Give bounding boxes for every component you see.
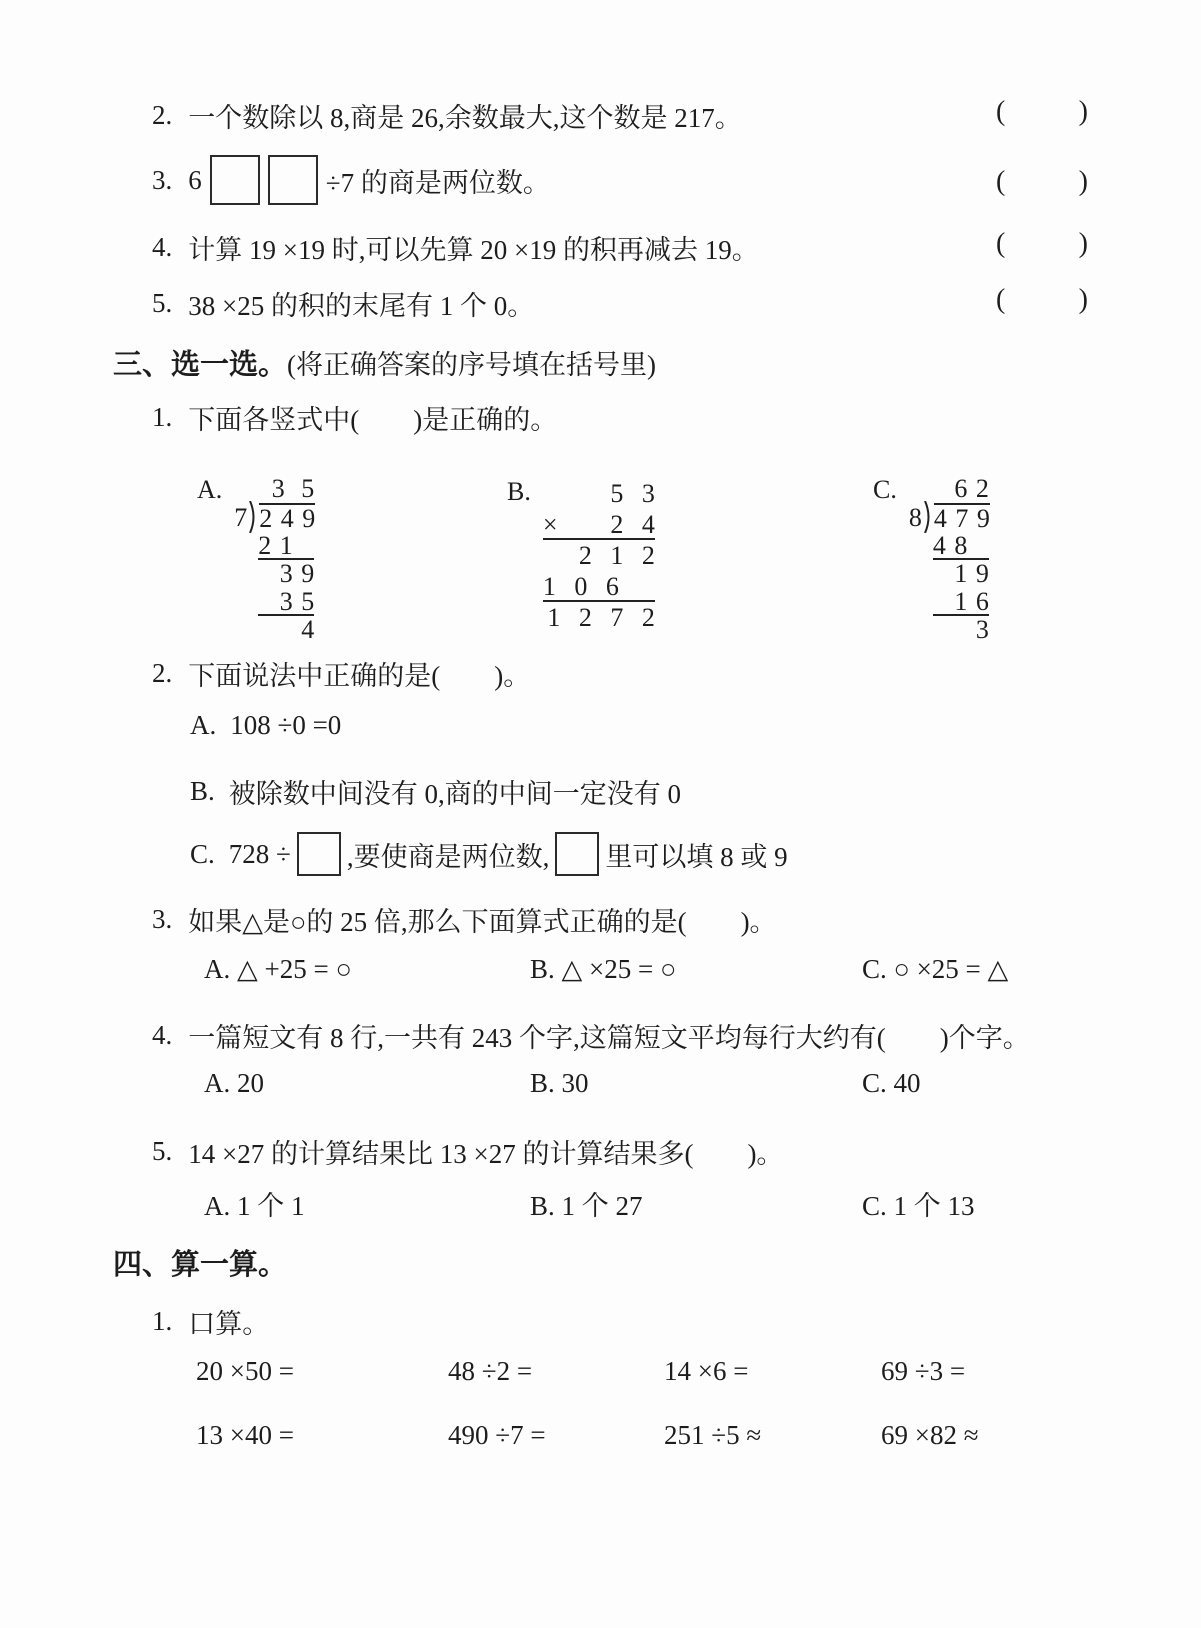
answer-parens-5 — [996, 284, 1088, 316]
question-number: 4. — [152, 1020, 173, 1050]
q2 — [152, 654, 530, 693]
q3-option-c: C. ○ ×25 = △ — [862, 954, 1009, 984]
question-text: 下面各竖式中( )是正确的。 — [188, 405, 558, 435]
close-paren: ) — [1078, 284, 1088, 315]
mental-math-problem: 48 ÷2 = — [448, 1356, 533, 1386]
dividend: 2 4 9 — [259, 504, 316, 533]
fill-in-box — [210, 155, 260, 205]
section4-sub1 — [152, 1302, 269, 1341]
mental-math-problem: 14 ×6 = — [664, 1356, 749, 1386]
question-number: 2. — [152, 658, 173, 688]
q5 — [152, 1132, 783, 1171]
question-text: 14 ×27 的计算结果比 13 ×27 的计算结果多( )。 — [188, 1139, 784, 1169]
long-division-layout — [234, 476, 315, 644]
mental-math-problem: 20 ×50 = — [196, 1356, 294, 1386]
close-paren: ) — [1078, 166, 1088, 197]
section-3-title: 三、选一选。 — [113, 349, 288, 381]
fill-in-box — [297, 832, 341, 876]
item-text: 38 ×25 的积的末尾有 1 个 0。 — [188, 291, 535, 321]
question-number: 1. — [152, 402, 173, 432]
division-bracket-icon — [922, 501, 934, 532]
divisor: 7 — [234, 503, 248, 532]
work-row: 3 9 — [279, 559, 315, 588]
work-row: 4 8 — [933, 532, 989, 560]
q4-option-a: A. 20 — [204, 1068, 264, 1098]
question-text: 下面说法中正确的是( )。 — [188, 661, 531, 691]
mental-math-problem: 251 ÷5 ≈ — [664, 1420, 762, 1450]
judge-item-2 — [152, 96, 742, 135]
work-row: 2 1 — [258, 532, 314, 560]
judge-item-4 — [152, 228, 759, 267]
open-paren: ( — [996, 166, 1006, 197]
sub-number: 1. — [152, 1306, 173, 1336]
open-paren: ( — [996, 284, 1006, 315]
option-label: C. — [190, 838, 215, 869]
section-4-header — [113, 1242, 287, 1283]
calc-option-a — [197, 476, 315, 644]
option-text-pre: 728 ÷ — [228, 838, 291, 869]
section-4-title: 四、算一算。 — [113, 1249, 288, 1281]
division-bracket-icon — [247, 501, 259, 532]
q5-option-c: C. 1 个 13 — [862, 1191, 975, 1221]
mental-math-problem: 69 ÷3 = — [881, 1356, 966, 1386]
work-row: 1 9 — [954, 559, 989, 588]
judge-item-5 — [152, 284, 534, 323]
divisor: 8 — [908, 503, 922, 532]
section-3-subtitle: (将正确答案的序号填在括号里) — [287, 350, 656, 380]
item-number: 4. — [152, 232, 173, 262]
fill-in-box — [555, 832, 599, 876]
calc-option-c — [873, 476, 990, 644]
option-text-post: 里可以填 8 或 9 — [605, 841, 788, 872]
open-paren: ( — [996, 228, 1006, 259]
sub-text: 口算。 — [188, 1309, 270, 1339]
item-number: 2. — [152, 100, 173, 130]
q2-option-b — [190, 772, 681, 811]
item-text-pre: 6 — [188, 164, 202, 195]
multiplicand: 5 3 — [610, 479, 655, 508]
answer-parens-3 — [996, 166, 1088, 198]
quotient: 6 2 — [954, 474, 989, 503]
product: 1 2 7 2 — [547, 603, 655, 632]
dividend: 4 7 9 — [933, 504, 990, 533]
q4 — [152, 1016, 1030, 1055]
option-label: B. — [190, 776, 215, 806]
q1 — [152, 398, 557, 437]
work-row: 1 6 — [933, 588, 989, 616]
partial-product-2: 1 0 6 — [543, 571, 655, 602]
q3-option-b: B. △ ×25 = ○ — [530, 954, 677, 984]
option-label: B. — [507, 477, 531, 506]
remainder: 4 — [301, 615, 315, 644]
fill-in-box — [268, 155, 318, 205]
answer-parens-2 — [996, 96, 1088, 128]
partial-product-1: 2 1 2 — [578, 541, 655, 570]
option-text: 被除数中间没有 0,商的中间一定没有 0 — [228, 779, 682, 809]
question-text: 如果△是○的 25 倍,那么下面算式正确的是( )。 — [188, 907, 777, 937]
question-text: 一篇短文有 8 行,一共有 243 个字,这篇短文平均每行大约有( )个字。 — [188, 1023, 1030, 1053]
q3-option-a: A. △ +25 = ○ — [204, 954, 352, 984]
q3 — [152, 900, 777, 939]
long-division-layout — [909, 476, 990, 644]
judge-item-3 — [152, 152, 550, 208]
q4-option-c: C. 40 — [862, 1068, 921, 1098]
mental-math-problem: 69 ×82 ≈ — [881, 1420, 979, 1450]
option-label: A. — [190, 710, 217, 740]
question-number: 5. — [152, 1136, 173, 1166]
option-label: A. — [197, 475, 223, 504]
answer-parens-4 — [996, 228, 1088, 260]
close-paren: ) — [1078, 96, 1088, 127]
q2-option-a — [190, 710, 341, 741]
q4-option-b: B. 30 — [530, 1068, 589, 1098]
work-row: 3 5 — [258, 588, 314, 616]
close-paren: ) — [1078, 228, 1088, 259]
item-number: 5. — [152, 288, 173, 318]
item-text: 一个数除以 8,商是 26,余数最大,这个数是 217。 — [188, 103, 742, 133]
question-number: 3. — [152, 904, 173, 934]
option-text-mid: ,要使商是两位数, — [346, 841, 550, 872]
mental-math-problem: 490 ÷7 = — [448, 1420, 546, 1450]
option-label: C. — [873, 475, 897, 504]
quotient: 3 5 — [271, 474, 315, 503]
item-number: 3. — [152, 164, 173, 195]
calc-option-b — [507, 478, 655, 633]
multiplication-layout — [543, 478, 655, 633]
q5-option-a: A. 1 个 1 — [204, 1191, 305, 1221]
q2-option-c — [190, 826, 788, 882]
mental-math-problem: 13 ×40 = — [196, 1420, 294, 1450]
multiplier: 2 4 — [610, 510, 655, 539]
item-text-post: ÷7 的商是两位数。 — [325, 167, 550, 198]
open-paren: ( — [996, 96, 1006, 127]
item-text: 计算 19 ×19 时,可以先算 20 ×19 的积再减去 19。 — [188, 235, 759, 265]
option-text: 108 ÷0 =0 — [230, 710, 342, 740]
section-3-header — [113, 342, 656, 383]
q5-option-b: B. 1 个 27 — [530, 1191, 643, 1221]
times-sign: × — [542, 510, 558, 539]
remainder: 3 — [975, 615, 989, 644]
